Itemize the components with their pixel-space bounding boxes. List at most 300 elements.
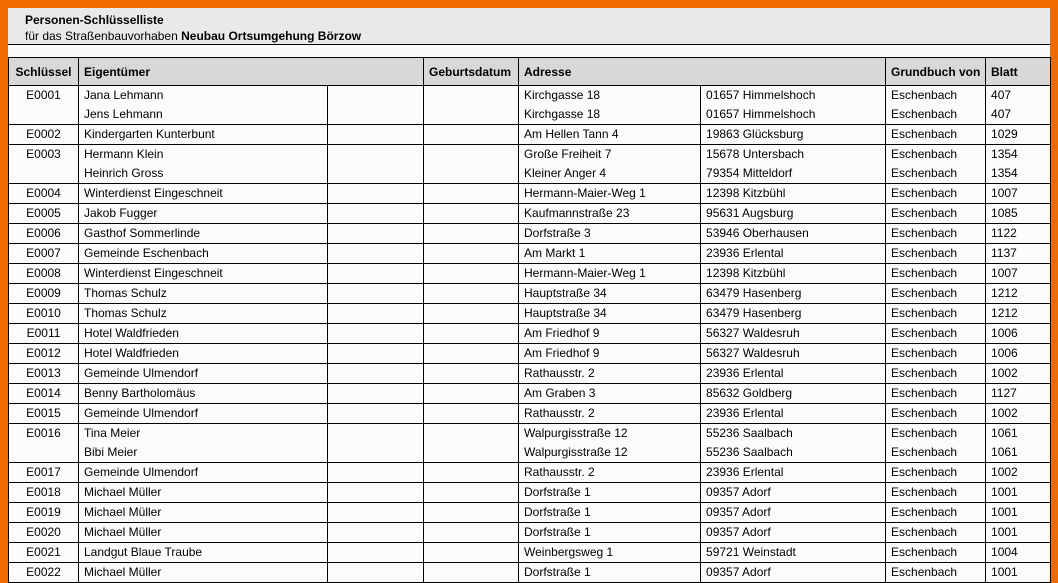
grundbuch-cell — [886, 563, 986, 583]
owner-cell — [79, 463, 328, 483]
grundbuch-cell — [886, 204, 986, 224]
grundbuch-cell-line: Eschenbach — [891, 186, 958, 200]
owner-cell — [79, 284, 328, 304]
city-cell — [701, 543, 886, 563]
blatt-cell-line: 407 — [991, 88, 1012, 102]
city-cell-line: 23936 Erlental — [706, 406, 784, 420]
city-cell — [701, 244, 886, 264]
grundbuch-cell — [886, 324, 986, 344]
city-cell — [701, 463, 886, 483]
key-cell — [9, 483, 79, 503]
blatt-cell-line: 1354 — [991, 147, 1018, 161]
city-cell-line: 23936 Erlental — [706, 366, 784, 380]
blatt-cell-line: 1212 — [991, 306, 1018, 320]
blatt-cell-line: 1212 — [991, 286, 1018, 300]
owner-cell-line: Gasthof Sommerlinde — [84, 226, 201, 240]
city-cell-line: 53946 Oberhausen — [706, 226, 809, 240]
city-cell-line: 09357 Adorf — [706, 525, 771, 539]
city-cell-line: 63479 Hasenberg — [706, 306, 802, 320]
owner-cell-line: Gemeinde Ulmendorf — [84, 406, 199, 420]
city-cell — [701, 503, 886, 523]
birthdate-cell — [424, 125, 519, 145]
grundbuch-cell — [886, 184, 986, 204]
owner-sub-cell — [328, 304, 424, 324]
grundbuch-cell-line: Eschenbach — [891, 505, 958, 519]
grundbuch-cell-line: Eschenbach — [891, 465, 958, 479]
owner-cell — [79, 244, 328, 264]
street-cell-line: Rathausstr. 2 — [524, 465, 595, 479]
blatt-cell-line: 1004 — [991, 545, 1018, 559]
city-cell — [701, 324, 886, 344]
city-cell — [701, 184, 886, 204]
subtitle-prefix: für das Straßenbauvorhaben — [25, 29, 182, 43]
grundbuch-cell-line: Eschenbach — [891, 127, 958, 141]
street-cell-line: Kleiner Anger 4 — [524, 166, 607, 180]
owner-cell-line: Hotel Waldfrieden — [84, 346, 179, 360]
street-cell — [519, 364, 701, 384]
blatt-cell — [986, 86, 1051, 125]
table-row — [9, 304, 1051, 324]
city-cell — [701, 563, 886, 583]
column-header-eigentuemer: Eigentümer — [79, 58, 424, 86]
city-cell — [701, 404, 886, 424]
owner-cell — [79, 125, 328, 145]
key-cell-line: E0010 — [26, 306, 61, 320]
owner-sub-cell — [328, 125, 424, 145]
blatt-cell-line: 1061 — [991, 426, 1018, 440]
table-row — [9, 264, 1051, 284]
street-cell-line: Am Friedhof 9 — [524, 346, 600, 360]
birthdate-cell — [424, 204, 519, 224]
grundbuch-cell-line: Eschenbach — [891, 386, 958, 400]
column-header-grundbuch-von: Grundbuch von — [886, 58, 986, 86]
owner-sub-cell — [328, 284, 424, 304]
blatt-cell-line: 1001 — [991, 525, 1018, 539]
key-cell — [9, 424, 79, 463]
city-cell — [701, 204, 886, 224]
street-cell-line: Hermann-Maier-Weg 1 — [524, 266, 646, 280]
grundbuch-cell-line: Eschenbach — [891, 485, 958, 499]
key-cell — [9, 304, 79, 324]
blatt-cell — [986, 463, 1051, 483]
table-row — [9, 483, 1051, 503]
table-row — [9, 404, 1051, 424]
table-header-row — [9, 58, 1051, 86]
key-cell — [9, 324, 79, 344]
grundbuch-cell — [886, 264, 986, 284]
street-cell-line: Hermann-Maier-Weg 1 — [524, 186, 646, 200]
street-cell-line: Am Hellen Tann 4 — [524, 127, 619, 141]
owner-cell — [79, 523, 328, 543]
city-cell-line: 01657 Himmelshoch — [706, 107, 816, 121]
street-cell — [519, 304, 701, 324]
blatt-cell-line: 1002 — [991, 406, 1018, 420]
street-cell-line: Walpurgisstraße 12 — [524, 445, 628, 459]
city-cell — [701, 384, 886, 404]
birthdate-cell — [424, 145, 519, 184]
owner-cell-line: Tina Meier — [84, 426, 141, 440]
street-cell — [519, 503, 701, 523]
birthdate-cell — [424, 563, 519, 583]
owner-cell-line: Winterdienst Eingeschneit — [84, 266, 223, 280]
city-cell-line: 15678 Untersbach — [706, 147, 805, 161]
grundbuch-cell-line: Eschenbach — [891, 266, 958, 280]
city-cell-line: 09357 Adorf — [706, 485, 771, 499]
street-cell-line: Walpurgisstraße 12 — [524, 426, 628, 440]
person-key-table — [8, 57, 1051, 583]
owner-cell-line: Jana Lehmann — [84, 88, 164, 102]
table-row — [9, 145, 1051, 184]
key-cell — [9, 184, 79, 204]
street-cell — [519, 543, 701, 563]
street-cell-line: Weinbergsweg 1 — [524, 545, 614, 559]
owner-sub-cell — [328, 145, 424, 184]
table-row — [9, 503, 1051, 523]
owner-cell — [79, 344, 328, 364]
city-cell — [701, 264, 886, 284]
city-cell — [701, 523, 886, 543]
owner-cell-line: Heinrich Gross — [84, 166, 164, 180]
blatt-cell — [986, 364, 1051, 384]
blatt-cell-line: 1006 — [991, 326, 1018, 340]
birthdate-cell — [424, 284, 519, 304]
table-row — [9, 244, 1051, 264]
street-cell-line: Hauptstraße 34 — [524, 286, 607, 300]
street-cell — [519, 523, 701, 543]
blatt-cell — [986, 324, 1051, 344]
street-cell — [519, 384, 701, 404]
owner-cell — [79, 204, 328, 224]
key-cell — [9, 523, 79, 543]
title-band — [8, 8, 1050, 45]
key-cell — [9, 224, 79, 244]
blatt-cell-line: 1002 — [991, 465, 1018, 479]
spacer-strip — [8, 45, 1050, 57]
city-cell-line: 01657 Himmelshoch — [706, 88, 816, 102]
birthdate-cell — [424, 184, 519, 204]
owner-cell-line: Michael Müller — [84, 485, 162, 499]
street-cell-line: Dorfstraße 1 — [524, 505, 591, 519]
blatt-cell-line: 1137 — [991, 246, 1017, 260]
birthdate-cell — [424, 86, 519, 125]
blatt-cell — [986, 304, 1051, 324]
owner-cell — [79, 424, 328, 463]
grundbuch-cell-line: Eschenbach — [891, 406, 958, 420]
street-cell — [519, 344, 701, 364]
birthdate-cell — [424, 404, 519, 424]
city-cell-line: 19863 Glücksburg — [706, 127, 804, 141]
city-cell-line: 09357 Adorf — [706, 505, 771, 519]
street-cell — [519, 184, 701, 204]
table-row — [9, 184, 1051, 204]
key-cell-line: E0014 — [26, 386, 61, 400]
city-cell-line: 09357 Adorf — [706, 565, 771, 579]
key-cell — [9, 463, 79, 483]
owner-sub-cell — [328, 204, 424, 224]
city-cell-line: 23936 Erlental — [706, 246, 784, 260]
street-cell — [519, 145, 701, 184]
column-header-schluessel: Schlüssel — [9, 58, 79, 86]
birthdate-cell — [424, 424, 519, 463]
table-row — [9, 463, 1051, 483]
grundbuch-cell — [886, 244, 986, 264]
grundbuch-cell — [886, 86, 986, 125]
table-row — [9, 125, 1051, 145]
grundbuch-cell — [886, 284, 986, 304]
blatt-cell — [986, 424, 1051, 463]
grundbuch-cell — [886, 404, 986, 424]
owner-cell-line: Winterdienst Eingeschneit — [84, 186, 223, 200]
birthdate-cell — [424, 324, 519, 344]
street-cell-line: Rathausstr. 2 — [524, 406, 595, 420]
street-cell-line: Dorfstraße 1 — [524, 485, 591, 499]
grundbuch-cell — [886, 384, 986, 404]
street-cell-line: Am Graben 3 — [524, 386, 596, 400]
grundbuch-cell-line: Eschenbach — [891, 107, 958, 121]
key-cell-line: E0022 — [26, 565, 61, 579]
grundbuch-cell-line: Eschenbach — [891, 88, 958, 102]
owner-cell-line: Michael Müller — [84, 525, 162, 539]
birthdate-cell — [424, 503, 519, 523]
owner-sub-cell — [328, 523, 424, 543]
blatt-cell — [986, 264, 1051, 284]
owner-cell-line: Bibi Meier — [84, 445, 138, 459]
street-cell-line: Am Friedhof 9 — [524, 326, 600, 340]
table-row — [9, 344, 1051, 364]
grundbuch-cell-line: Eschenbach — [891, 346, 958, 360]
city-cell-line: 95631 Augsburg — [706, 206, 794, 220]
blatt-cell-line: 407 — [991, 107, 1012, 121]
city-cell — [701, 86, 886, 125]
key-cell — [9, 404, 79, 424]
street-cell-line: Am Markt 1 — [524, 246, 586, 260]
grundbuch-cell-line: Eschenbach — [891, 366, 958, 380]
grundbuch-cell-line: Eschenbach — [891, 426, 958, 440]
birthdate-cell — [424, 384, 519, 404]
street-cell — [519, 284, 701, 304]
grundbuch-cell — [886, 424, 986, 463]
grundbuch-cell — [886, 304, 986, 324]
blatt-cell — [986, 125, 1051, 145]
table-row — [9, 324, 1051, 344]
birthdate-cell — [424, 463, 519, 483]
blatt-cell-line: 1085 — [991, 206, 1018, 220]
owner-cell — [79, 145, 328, 184]
street-cell-line: Dorfstraße 1 — [524, 525, 591, 539]
city-cell — [701, 145, 886, 184]
blatt-cell — [986, 284, 1051, 304]
grundbuch-cell-line: Eschenbach — [891, 166, 958, 180]
owner-cell-line: Kindergarten Kunterbunt — [84, 127, 215, 141]
owner-cell — [79, 264, 328, 284]
key-cell-line: E0016 — [26, 426, 61, 440]
table-row — [9, 86, 1051, 125]
birthdate-cell — [424, 264, 519, 284]
key-cell — [9, 344, 79, 364]
owner-cell-line: Hermann Klein — [84, 147, 164, 161]
owner-cell-line: Landgut Blaue Traube — [84, 545, 203, 559]
owner-cell — [79, 384, 328, 404]
table-row — [9, 384, 1051, 404]
owner-cell — [79, 543, 328, 563]
owner-cell — [79, 483, 328, 503]
city-cell — [701, 125, 886, 145]
owner-sub-cell — [328, 224, 424, 244]
owner-sub-cell — [328, 86, 424, 125]
grundbuch-cell-line: Eschenbach — [891, 445, 958, 459]
owner-cell-line: Jakob Fugger — [84, 206, 158, 220]
owner-sub-cell — [328, 184, 424, 204]
subtitle-project-name: Neubau Ortsumgehung Börzow — [181, 29, 362, 43]
key-cell-line: E0012 — [26, 346, 61, 360]
city-cell-line: 55236 Saalbach — [706, 445, 793, 459]
key-cell-line: E0006 — [26, 226, 61, 240]
grundbuch-cell — [886, 523, 986, 543]
key-cell — [9, 145, 79, 184]
owner-cell-line: Gemeinde Ulmendorf — [84, 366, 199, 380]
column-header-blatt: Blatt — [986, 58, 1051, 86]
blatt-cell — [986, 503, 1051, 523]
blatt-cell — [986, 145, 1051, 184]
birthdate-cell — [424, 244, 519, 264]
blatt-cell-line: 1001 — [991, 505, 1018, 519]
city-cell — [701, 284, 886, 304]
city-cell-line: 56327 Waldesruh — [706, 326, 800, 340]
street-cell-line: Kirchgasse 18 — [524, 107, 601, 121]
blatt-cell — [986, 404, 1051, 424]
city-cell — [701, 424, 886, 463]
grundbuch-cell-line: Eschenbach — [891, 286, 958, 300]
street-cell-line: Große Freiheit 7 — [524, 147, 612, 161]
street-cell — [519, 244, 701, 264]
blatt-cell — [986, 344, 1051, 364]
grundbuch-cell — [886, 145, 986, 184]
city-cell-line: 12398 Kitzbühl — [706, 186, 786, 200]
key-cell — [9, 384, 79, 404]
blatt-cell-line: 1001 — [991, 565, 1018, 579]
street-cell — [519, 563, 701, 583]
owner-cell-line: Michael Müller — [84, 505, 162, 519]
blatt-cell-line: 1354 — [991, 166, 1018, 180]
city-cell-line: 23936 Erlental — [706, 465, 784, 479]
owner-sub-cell — [328, 483, 424, 503]
owner-sub-cell — [328, 244, 424, 264]
blatt-cell — [986, 483, 1051, 503]
grundbuch-cell — [886, 224, 986, 244]
street-cell — [519, 404, 701, 424]
key-cell — [9, 364, 79, 384]
grundbuch-cell-line: Eschenbach — [891, 246, 958, 260]
blatt-cell — [986, 244, 1051, 264]
grundbuch-cell — [886, 364, 986, 384]
key-cell-line: E0017 — [26, 465, 61, 479]
key-cell-line: E0003 — [26, 147, 61, 161]
table-row — [9, 563, 1051, 583]
key-cell — [9, 86, 79, 125]
birthdate-cell — [424, 364, 519, 384]
table-row — [9, 224, 1051, 244]
blatt-cell — [986, 563, 1051, 583]
street-cell — [519, 204, 701, 224]
table-row — [9, 543, 1051, 563]
document-sheet — [8, 8, 1050, 583]
key-cell — [9, 503, 79, 523]
city-cell — [701, 483, 886, 503]
city-cell-line: 85632 Goldberg — [706, 386, 793, 400]
owner-cell-line: Thomas Schulz — [84, 306, 167, 320]
blatt-cell-line: 1001 — [991, 485, 1018, 499]
blatt-cell — [986, 224, 1051, 244]
grundbuch-cell-line: Eschenbach — [891, 206, 958, 220]
blatt-cell-line: 1007 — [991, 266, 1018, 280]
owner-sub-cell — [328, 424, 424, 463]
page-title: Personen-Schlüsselliste — [25, 13, 164, 27]
blatt-cell — [986, 384, 1051, 404]
key-cell — [9, 125, 79, 145]
owner-cell — [79, 86, 328, 125]
city-cell-line: 56327 Waldesruh — [706, 346, 800, 360]
grundbuch-cell-line: Eschenbach — [891, 147, 958, 161]
city-cell-line: 55236 Saalbach — [706, 426, 793, 440]
key-cell — [9, 204, 79, 224]
street-cell — [519, 264, 701, 284]
grundbuch-cell — [886, 503, 986, 523]
blatt-cell — [986, 543, 1051, 563]
birthdate-cell — [424, 523, 519, 543]
column-header-adresse: Adresse — [519, 58, 886, 86]
page-subtitle — [25, 28, 1050, 44]
street-cell — [519, 483, 701, 503]
column-header-geburtsdatum: Geburtsdatum — [424, 58, 519, 86]
birthdate-cell — [424, 483, 519, 503]
street-cell — [519, 424, 701, 463]
street-cell — [519, 463, 701, 483]
city-cell-line: 79354 Mitteldorf — [706, 166, 793, 180]
key-cell-line: E0018 — [26, 485, 61, 499]
table-row — [9, 364, 1051, 384]
street-cell — [519, 125, 701, 145]
key-cell — [9, 563, 79, 583]
street-cell-line: Rathausstr. 2 — [524, 366, 595, 380]
key-cell-line: E0007 — [26, 246, 61, 260]
owner-sub-cell — [328, 404, 424, 424]
city-cell-line: 59721 Weinstadt — [706, 545, 796, 559]
grundbuch-cell-line: Eschenbach — [891, 326, 958, 340]
key-cell — [9, 264, 79, 284]
grundbuch-cell — [886, 344, 986, 364]
key-cell — [9, 284, 79, 304]
owner-sub-cell — [328, 344, 424, 364]
city-cell — [701, 344, 886, 364]
city-cell — [701, 224, 886, 244]
city-cell-line: 63479 Hasenberg — [706, 286, 802, 300]
key-cell-line: E0008 — [26, 266, 61, 280]
street-cell — [519, 224, 701, 244]
grundbuch-cell-line: Eschenbach — [891, 525, 958, 539]
key-cell — [9, 244, 79, 264]
owner-sub-cell — [328, 364, 424, 384]
key-cell-line: E0013 — [26, 366, 61, 380]
birthdate-cell — [424, 224, 519, 244]
blatt-cell-line: 1061 — [991, 445, 1018, 459]
owner-cell — [79, 304, 328, 324]
blatt-cell — [986, 523, 1051, 543]
street-cell-line: Dorfstraße 1 — [524, 565, 591, 579]
grundbuch-cell-line: Eschenbach — [891, 565, 958, 579]
grundbuch-cell — [886, 463, 986, 483]
blatt-cell-line: 1029 — [991, 127, 1018, 141]
owner-cell — [79, 563, 328, 583]
